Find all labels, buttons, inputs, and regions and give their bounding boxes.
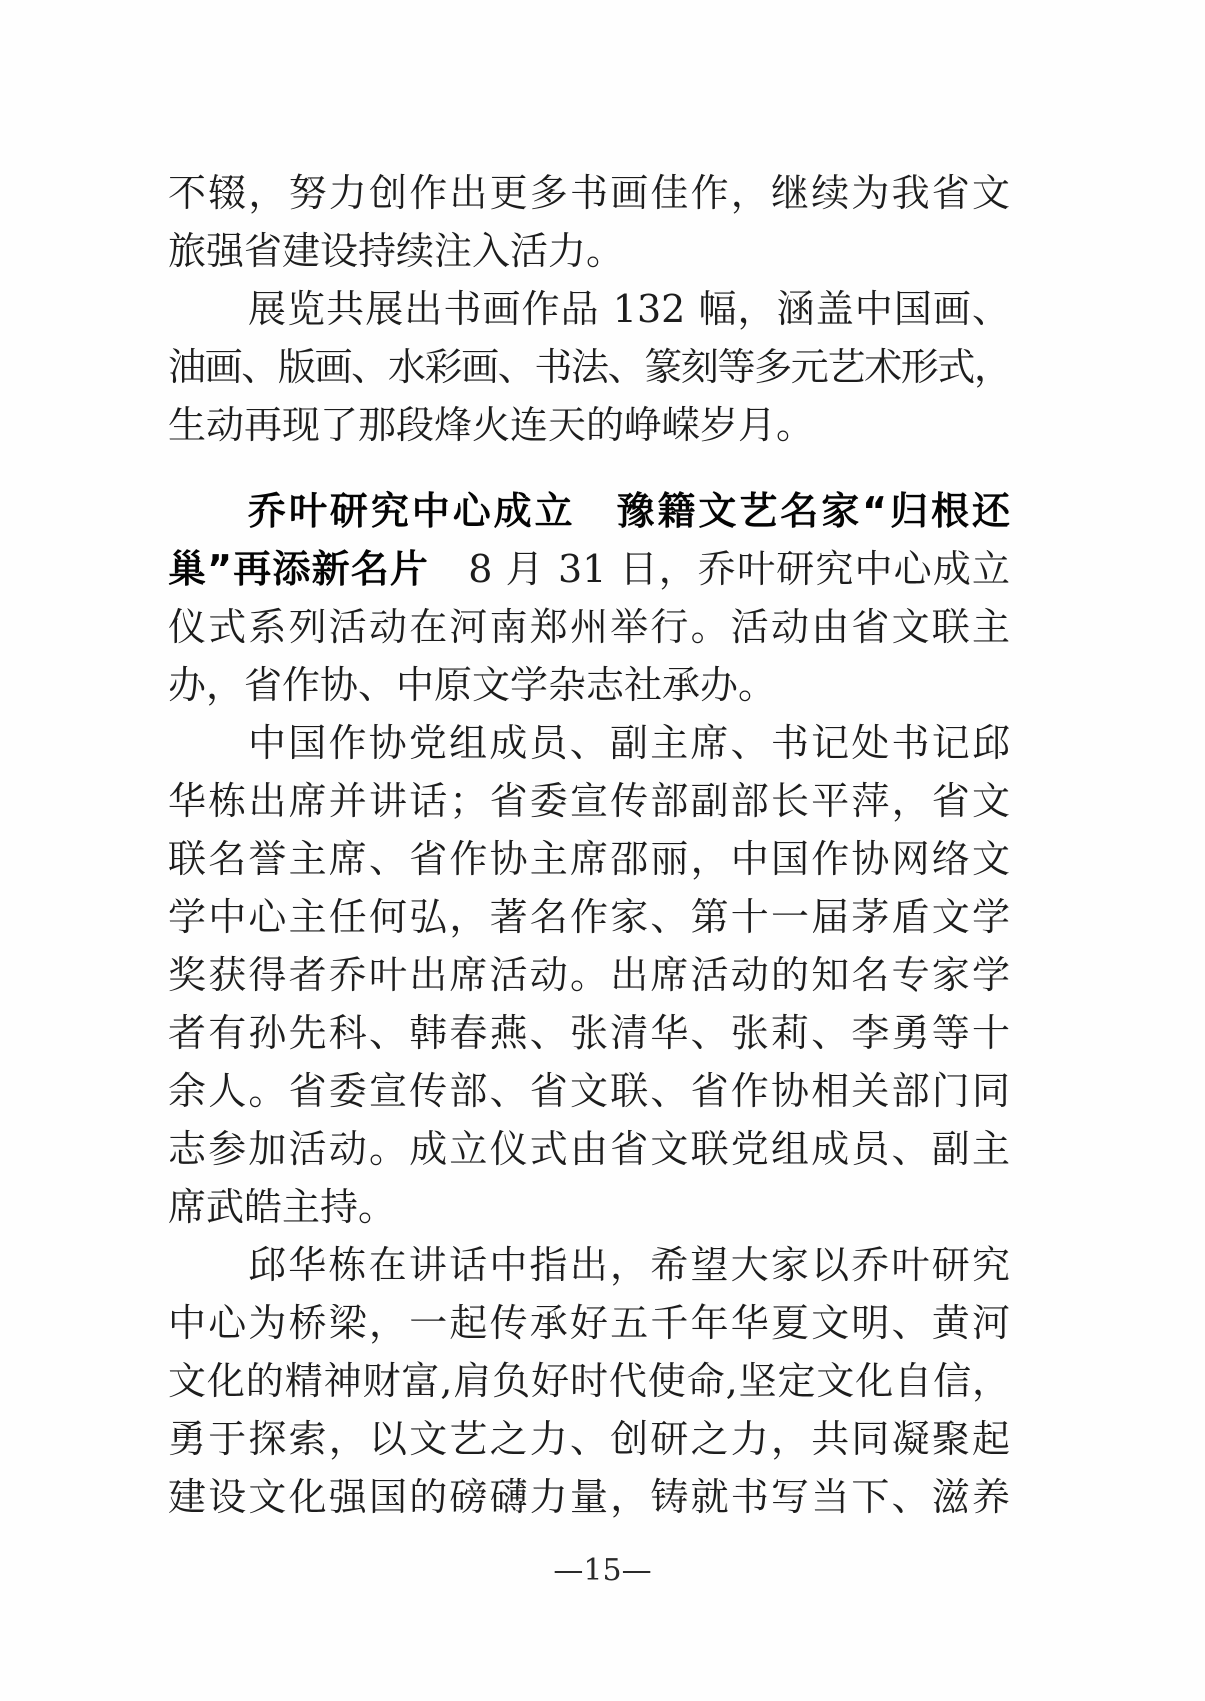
text-line [168,888,1010,946]
text-line [168,1178,1010,1236]
body-text: 者有孙先科、韩春燕、张清华、张莉、李勇等十 [168,1011,1010,1055]
body-text: 文化的精神财富,肩负好时代使命,坚定文化自信， [168,1359,1010,1403]
text-line [168,280,1010,338]
paragraph-continuation [168,164,1010,280]
body-text: 旅强省建设持续注入活力。 [168,229,625,273]
text-line [168,1236,1010,1294]
text-line [168,1004,1010,1062]
heading-text: 巢”再添新名片 [168,547,430,591]
text-line [168,396,1010,454]
text-line [168,1352,1010,1410]
body-text: 联名誉主席、省作协主席邵丽，中国作协网络文 [168,837,1010,881]
body-text: 展览共展出书画作品 132 幅，涵盖中国画、 [248,287,1010,331]
text-line [168,656,1010,714]
paragraph-speech [168,1236,1010,1526]
body-text: 中心为桥梁，一起传承好五千年华夏文明、黄河 [168,1301,1010,1345]
body-text: 学中心主任何弘，著名作家、第十一届茅盾文学 [168,895,1010,939]
text-line [168,1120,1010,1178]
text-line [168,1294,1010,1352]
body-text: 勇于探索，以文艺之力、创研之力，共同凝聚起 [168,1417,1010,1461]
body-text: 油画、版画、水彩画、书法、篆刻等多元艺术形式， [168,345,1010,389]
paragraph-attendees [168,714,1010,1236]
body-text: 邱华栋在讲话中指出，希望大家以乔叶研究 [248,1243,1010,1287]
body-text: 余人。省委宣传部、省文联、省作协相关部门同 [168,1069,1010,1113]
body-text: 办，省作协、中原文学杂志社承办。 [168,663,777,707]
paragraph-exhibition [168,280,1010,454]
body-text: 中国作协党组成员、副主席、书记处书记邱 [248,721,1010,765]
body-text: 华栋出席并讲话；省委宣传部副部长平萍，省文 [168,779,1010,823]
body-text: 不辍，努力创作出更多书画佳作，继续为我省文 [168,171,1010,215]
text-line [168,946,1010,1004]
text-line [168,482,1010,540]
paragraph-heading-qiaoye-center [168,482,1010,714]
heading-text: 乔叶研究中心成立 豫籍文艺名家“归根还 [248,489,1010,533]
text-line [168,772,1010,830]
text-line [168,1468,1010,1526]
text-line [168,164,1010,222]
text-line [168,1410,1010,1468]
page-footer [0,1552,1205,1590]
text-line [168,714,1010,772]
text-line [168,1062,1010,1120]
text-line [168,222,1010,280]
body-text: 生动再现了那段烽火连天的峥嵘岁月。 [168,403,815,447]
text-line [168,830,1010,888]
body-text: 建设文化强国的磅礴力量，铸就书写当下、滋养 [168,1475,1010,1519]
text-line [168,540,1010,598]
body-text: 志参加活动。成立仪式由省文联党组成员、副主 [168,1127,1010,1171]
body-text: 仪式系列活动在河南郑州举行。活动由省文联主 [168,605,1010,649]
document-body [168,164,1010,1526]
body-text: 8 月 31 日，乔叶研究中心成立 [429,547,1010,591]
page-number: —15— [553,1553,652,1588]
body-text: 席武皓主持。 [168,1185,397,1229]
text-line [168,598,1010,656]
body-text: 奖获得者乔叶出席活动。出席活动的知名专家学 [168,953,1010,997]
text-line [168,338,1010,396]
